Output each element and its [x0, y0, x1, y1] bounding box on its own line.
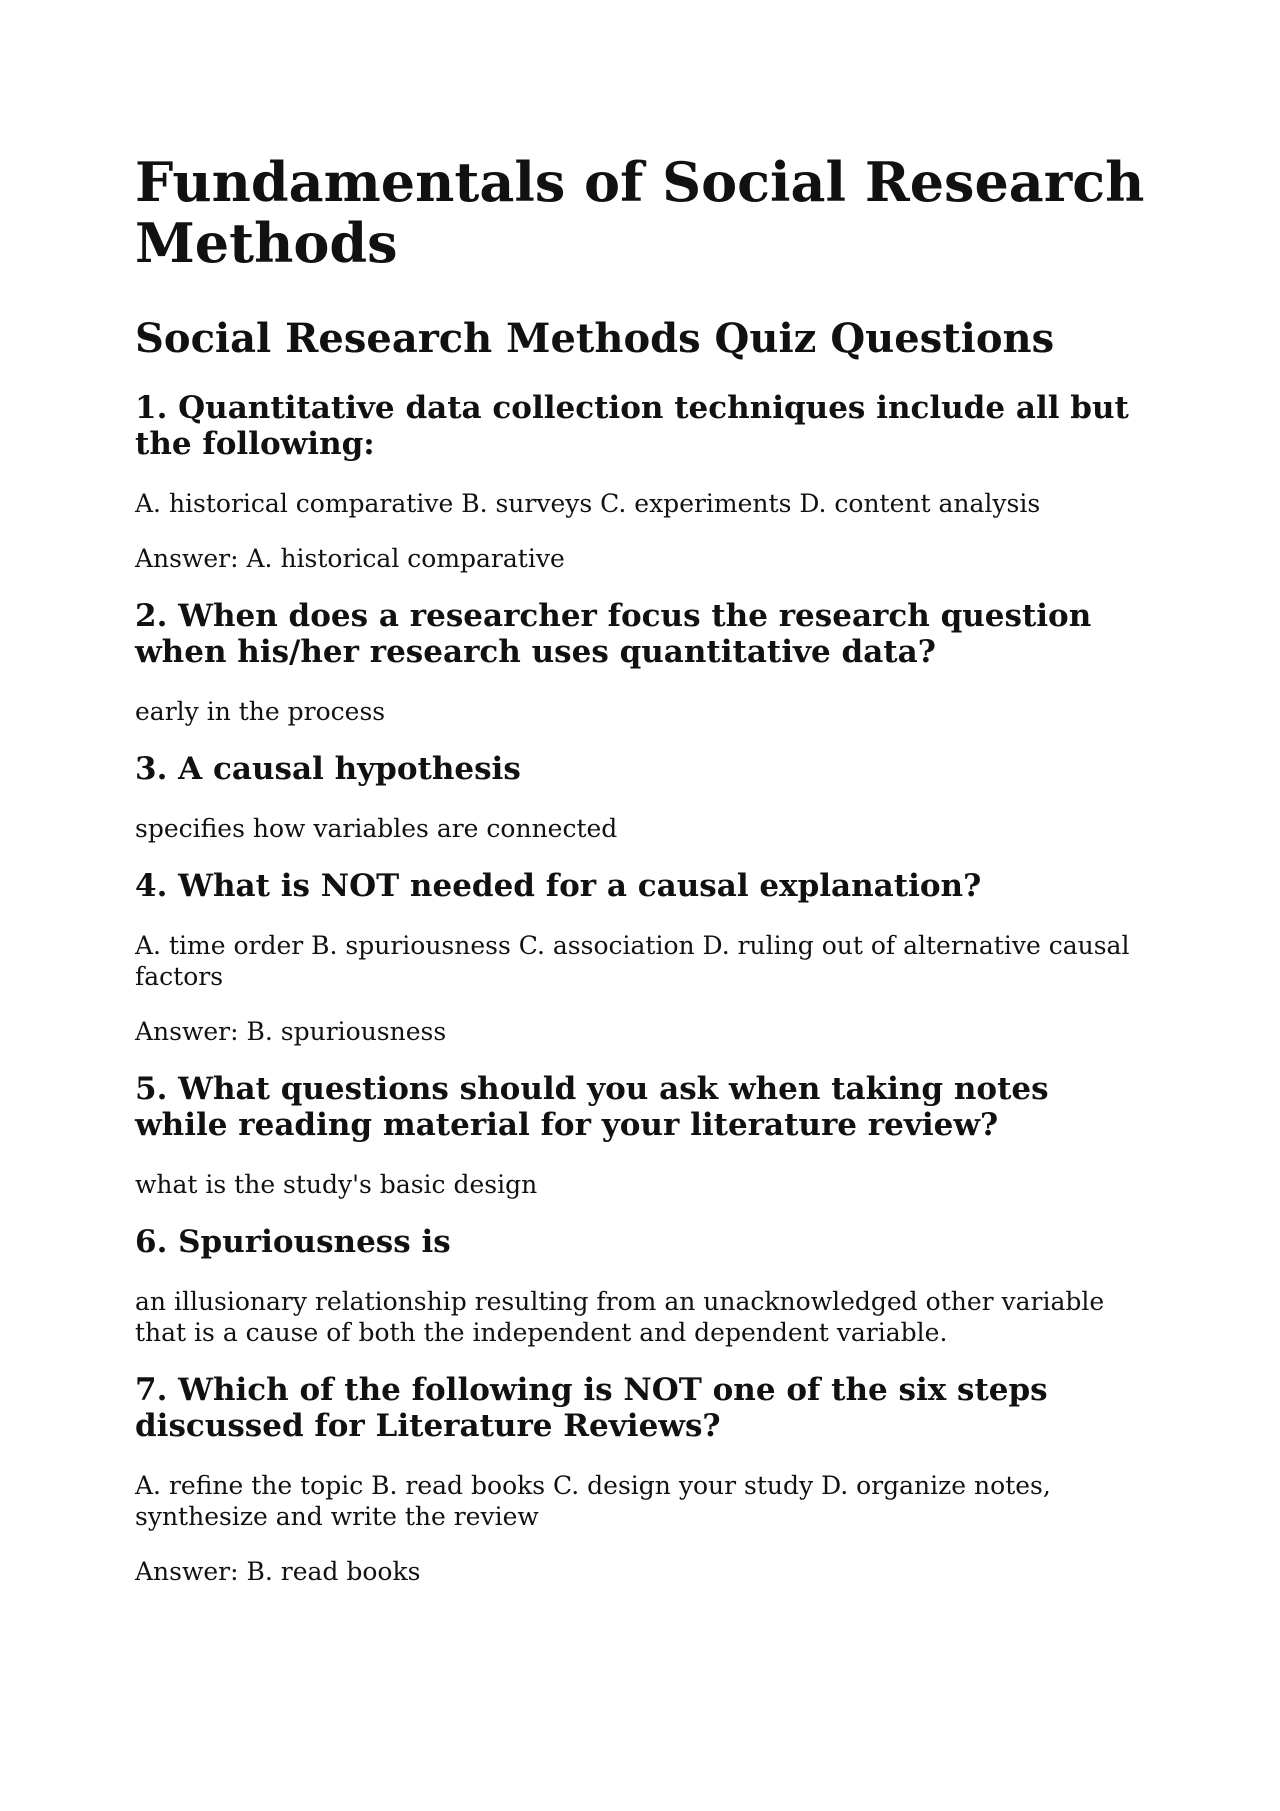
question-response: an illusionary relationship resulting from an unacknowledged other variable that is a cause of both the independent and dependent variable. [135, 1287, 1105, 1347]
question-3 [135, 751, 1145, 844]
question-heading: 1. Quantitative data collection techniques include all but the following: [135, 390, 1129, 462]
question-6 [135, 1224, 1145, 1348]
question-answer: Answer: B. spuriousness [135, 1017, 447, 1046]
question-4 [135, 868, 1145, 1047]
question-response: what is the study's basic design [135, 1170, 538, 1199]
question-response: early in the process [135, 697, 386, 726]
document-title: Fundamentals of Social Research Methods [135, 150, 1145, 275]
question-options: A. time order B. spuriousness C. association D. ruling out of alternative causal factors [135, 931, 1130, 991]
question-7 [135, 1372, 1145, 1587]
question-heading: 4. What is NOT needed for a causal explanation? [135, 868, 982, 904]
question-options: A. historical comparative B. surveys C. experiments D. content analysis [135, 489, 1041, 518]
question-response: specifies how variables are connected [135, 814, 618, 843]
document-page [135, 152, 1145, 1611]
question-options: A. refine the topic B. read books C. design your study D. organize notes, synthesize and write the review [135, 1471, 1051, 1531]
document-subtitle: Social Research Methods Quiz Questions [135, 315, 1055, 362]
question-1 [135, 390, 1145, 574]
question-heading: 6. Spuriousness is [135, 1224, 451, 1260]
question-heading: 2. When does a researcher focus the research question when his/her research uses quantitative data? [135, 598, 1092, 670]
question-heading: 5. What questions should you ask when taking notes while reading material for your literature review? [135, 1071, 1049, 1143]
question-answer: Answer: A. historical comparative [135, 544, 565, 573]
question-2 [135, 598, 1145, 727]
question-5 [135, 1071, 1145, 1200]
question-answer: Answer: B. read books [135, 1557, 421, 1586]
question-heading: 3. A causal hypothesis [135, 751, 521, 787]
question-heading: 7. Which of the following is NOT one of the six steps discussed for Literature Reviews? [135, 1372, 1048, 1444]
